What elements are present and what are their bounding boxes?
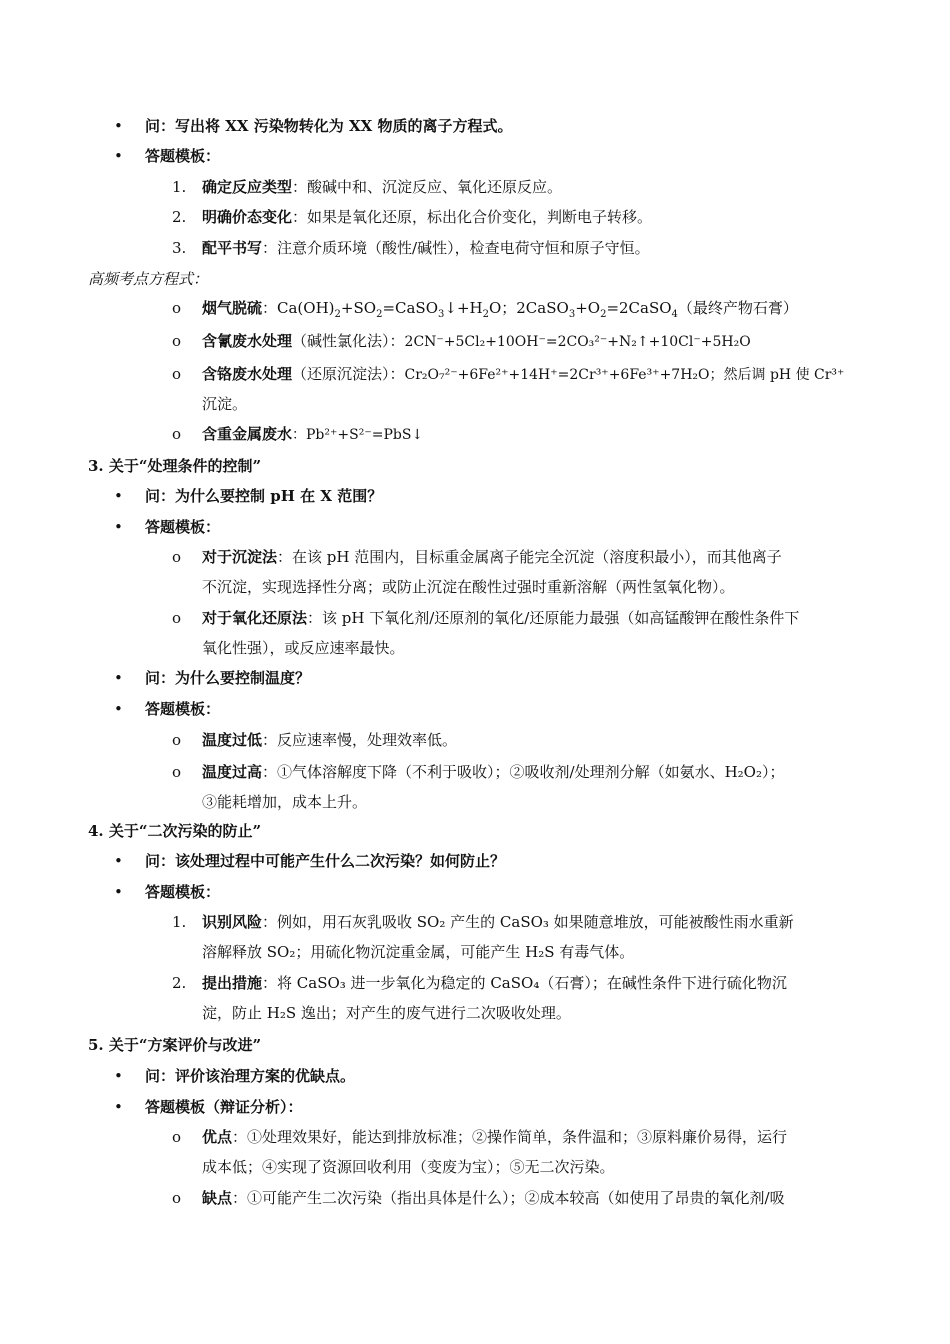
list-item: 1. 确定反应类型：酸碱中和、沉淀反应、氧化还原反应。 — [172, 178, 563, 196]
answer-template-label: 答题模板： — [145, 147, 221, 165]
question-evaluate: 问：评价该治理方案的优缺点。 — [145, 1067, 356, 1085]
temperature-high-cont: ③能耗增加，成本上升。 — [202, 793, 368, 811]
bullet-dot: • — [114, 147, 123, 165]
bullet-dot: • — [114, 883, 123, 901]
identify-risk: 识别风险：例如，用石灰乳吸收 SO₂ 产生的 CaSO₃ 如果随意堆放，可能被酸性雨水重新 — [202, 913, 794, 931]
question-secondary-pollution: 问：该处理过程中可能产生什么二次污染？如何防止？ — [145, 852, 506, 870]
equation-chromium: 含铬废水处理（还原沉淀法）：Cr₂O₇²⁻+6Fe²⁺+14H⁺=2Cr³⁺+6Fe³⁺+7H₂O；然后调 pH 使 Cr³⁺ — [202, 365, 845, 383]
bullet-o: o — [172, 332, 182, 350]
bullet-dot: • — [114, 1098, 123, 1116]
bullet-dot: • — [114, 669, 123, 687]
equation-flue-gas: 烟气脱硫：$Ca(OH)_2+SO_2=CaSO_3↓+H_2O$；$2CaSO_3+O_2=2CaSO_4$（最终产物石膏） — [202, 299, 798, 320]
question-temperature: 问：为什么要控制温度？ — [145, 669, 311, 687]
question-ph: 问：为什么要控制 pH 在 X 范围？ — [145, 487, 383, 505]
identify-risk-cont: 溶解释放 SO₂；用硫化物沉淀重金属，可能产生 H₂S 有毒气体。 — [202, 943, 635, 961]
answer-template-label: 答题模板（辩证分析）： — [145, 1098, 303, 1116]
bullet-dot: • — [114, 852, 123, 870]
section-5-heading: 5. 关于“方案评价与改进” — [88, 1036, 262, 1054]
list-number: 1. — [172, 913, 187, 931]
bullet-dot: • — [114, 700, 123, 718]
question-ion-equation: 问：写出将 XX 污染物转化为 XX 物质的离子方程式。 — [145, 117, 513, 135]
propose-measures-cont: 淀，防止 H₂S 逸出；对产生的废气进行二次吸收处理。 — [202, 1004, 571, 1022]
bullet-o: o — [172, 1128, 182, 1146]
advantages: 优点：①处理效果好，能达到排放标准；②操作简单，条件温和；③原料廉价易得，运行 — [202, 1128, 788, 1146]
bullet-o: o — [172, 1189, 182, 1207]
equation-chromium-cont: 沉淀。 — [202, 395, 248, 413]
equation-cyanide: 含氰废水处理（碱性氯化法）：2CN⁻+5Cl₂+10OH⁻=2CO₃²⁻+N₂↑+10Cl⁻+5H₂O — [202, 332, 751, 350]
section-3-heading: 3. 关于“处理条件的控制” — [88, 457, 262, 475]
bullet-o: o — [172, 763, 182, 781]
bullet-o: o — [172, 365, 182, 383]
precipitation-method-cont: 不沉淀，实现选择性分离；或防止沉淀在酸性过强时重新溶解（两性氢氧化物）。 — [202, 578, 735, 596]
high-frequency-heading: 高频考点方程式： — [88, 270, 209, 288]
answer-template-label: 答题模板： — [145, 518, 221, 536]
bullet-dot: • — [114, 518, 123, 536]
list-item: 2. 明确价态变化：如果是氧化还原，标出化合价变化，判断电子转移。 — [172, 208, 653, 226]
list-number: 2. — [172, 974, 187, 992]
propose-measures: 提出措施：将 CaSO₃ 进一步氧化为稳定的 CaSO₄（石膏）；在碱性条件下进行硫化物沉 — [202, 974, 787, 992]
bullet-dot: • — [114, 487, 123, 505]
redox-method: 对于氧化还原法：该 pH 下氧化剂/还原剂的氧化/还原能力最强（如高锰酸钾在酸性条件下 — [202, 609, 800, 627]
answer-template-label: 答题模板： — [145, 883, 221, 901]
section-4-heading: 4. 关于“二次污染的防止” — [88, 822, 262, 840]
bullet-o: o — [172, 299, 182, 317]
precipitation-method: 对于沉淀法：在该 pH 范围内，目标重金属离子能完全沉淀（溶度积最小），而其他离子 — [202, 548, 782, 566]
bullet-dot: • — [114, 117, 123, 135]
list-item: 3. 配平书写：注意介质环境（酸性/碱性），检查电荷守恒和原子守恒。 — [172, 239, 650, 257]
bullet-o: o — [172, 548, 182, 566]
disadvantages: 缺点：①可能产生二次污染（指出具体是什么）；②成本较高（如使用了昂贵的氧化剂/吸 — [202, 1189, 785, 1207]
temperature-low: 温度过低：反应速率慢，处理效率低。 — [202, 731, 458, 749]
bullet-dot: • — [114, 1067, 123, 1085]
redox-method-cont: 氧化性强），或反应速率最快。 — [202, 639, 405, 657]
temperature-high: 温度过高：①气体溶解度下降（不利于吸收）；②吸收剂/处理剂分解（如氨水、H₂O₂）； — [202, 763, 785, 781]
bullet-o: o — [172, 609, 182, 627]
bullet-o: o — [172, 731, 182, 749]
advantages-cont: 成本低；④实现了资源回收利用（变废为宝）；⑤无二次污染。 — [202, 1158, 615, 1176]
bullet-o: o — [172, 425, 182, 443]
equation-heavy-metal: 含重金属废水：Pb²⁺+S²⁻=PbS↓ — [202, 425, 424, 443]
answer-template-label: 答题模板： — [145, 700, 221, 718]
